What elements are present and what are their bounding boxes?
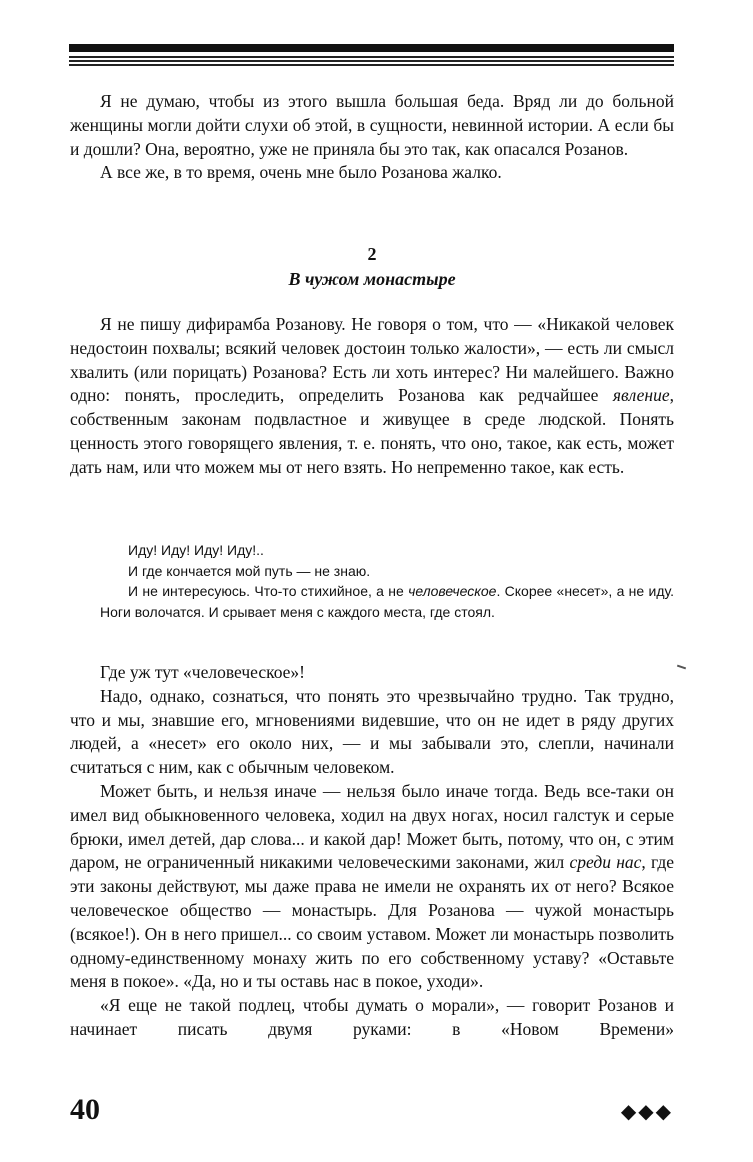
page-number: 40	[70, 1093, 100, 1126]
section-title: В чужом монастыре	[288, 269, 456, 289]
text-run: , где эти законы действуют, мы даже права не имели не охранять их от него? Всякое человеческое общество — монастырь. Для Розанова — чужой монастырь (всякое!). Он в него пришел... со своим уставом. Может ли монастырь позволить одному-единственному монаху жить по его собственному уставу? «Оставьте меня в покое». «Да, но и ты оставь нас в покое, уходи».	[70, 852, 674, 992]
italic-text: среди нас	[569, 852, 642, 873]
paragraph: «Я еще не такой подлец, чтобы думать о морали», — говорит Розанов и начинает писать двумя руками: в «Новом Времени»	[70, 995, 674, 1039]
paragraph: Где уж тут «человеческое»!	[100, 662, 306, 682]
text-run: , собственным законам подвластное и живущее в среде людской. Понять ценность этого говорящего явления, т. е. понять, что оно, такое, как есть, может дать нам, или что можем мы от него взять. Но непременно такое, как есть.	[70, 385, 674, 477]
print-speck	[677, 665, 686, 670]
quote-line: И где кончается мой путь — не знаю.	[128, 562, 371, 579]
text-run: . Скорее «несет», а не иду. Ноги волочатся. И срывает меня с каждого места, где стоял.	[100, 583, 674, 620]
italic-text: явление	[612, 385, 670, 406]
text-run: Может быть, и нельзя иначе — нельзя было иначе тогда. Ведь все-таки он имел вид обыкновенного человека, ходил на двух ногах, носил галстук и серые брюки, имел детей, дар слова... и какой дар! Может быть, потому, что он, с этим даром, не ограниченный никакими человеческими законами, жил	[70, 780, 674, 873]
paragraph: А все же, в то время, очень мне было Розанова жалко.	[100, 162, 502, 183]
quote-line: Иду! Иду! Иду! Иду!..	[128, 542, 264, 558]
header-rule-line	[69, 56, 674, 58]
text-run: Я не пишу дифирамба Розанову. Не говоря о том, что — «Никакой человек недостоин похвалы; всякий человек достоин только жалости», — есть ли смысл хвалить (или порицать) Розанова? Есть ли хоть интерес? Ни малейшего. Важно одно: понять, проследить, определить Розанова как редчайшее	[70, 314, 674, 406]
quote-block	[100, 540, 674, 622]
header-rule	[69, 44, 674, 68]
main-text-block	[70, 313, 674, 480]
header-rule-thick-bar	[69, 44, 674, 52]
header-rule-line	[69, 60, 674, 62]
paragraph: Я не думаю, чтобы из этого вышла большая беда. Вряд ли до больной женщины могли дойти слухи об этой, в сущности, невинной истории. А если бы и дошли? Она, вероятно, уже не приняла бы это так, как опасался Розанов.	[70, 91, 674, 159]
paragraph	[70, 313, 674, 480]
italic-text: человеческое	[408, 583, 497, 599]
paragraph: Надо, однако, сознаться, что понять это чрезвычайно трудно. Так трудно, что и мы, знавшие его, мгновениями видевшие, что он не идет в ряду других людей, а «несет» его около них, — и мы забывали это, слепли, начинали считаться с ним, как с обычным человеком.	[70, 685, 674, 778]
diamond-ornament-icon: ◆◆◆	[620, 1099, 673, 1123]
after-text-block	[70, 661, 674, 1042]
paragraph	[70, 780, 674, 994]
intro-text-block	[70, 90, 674, 185]
header-rule-line	[69, 64, 674, 66]
quote-line	[100, 581, 674, 622]
text-run: И не интересуюсь. Что-то стихийное, а не	[128, 583, 409, 599]
section-number: 2	[367, 244, 377, 264]
